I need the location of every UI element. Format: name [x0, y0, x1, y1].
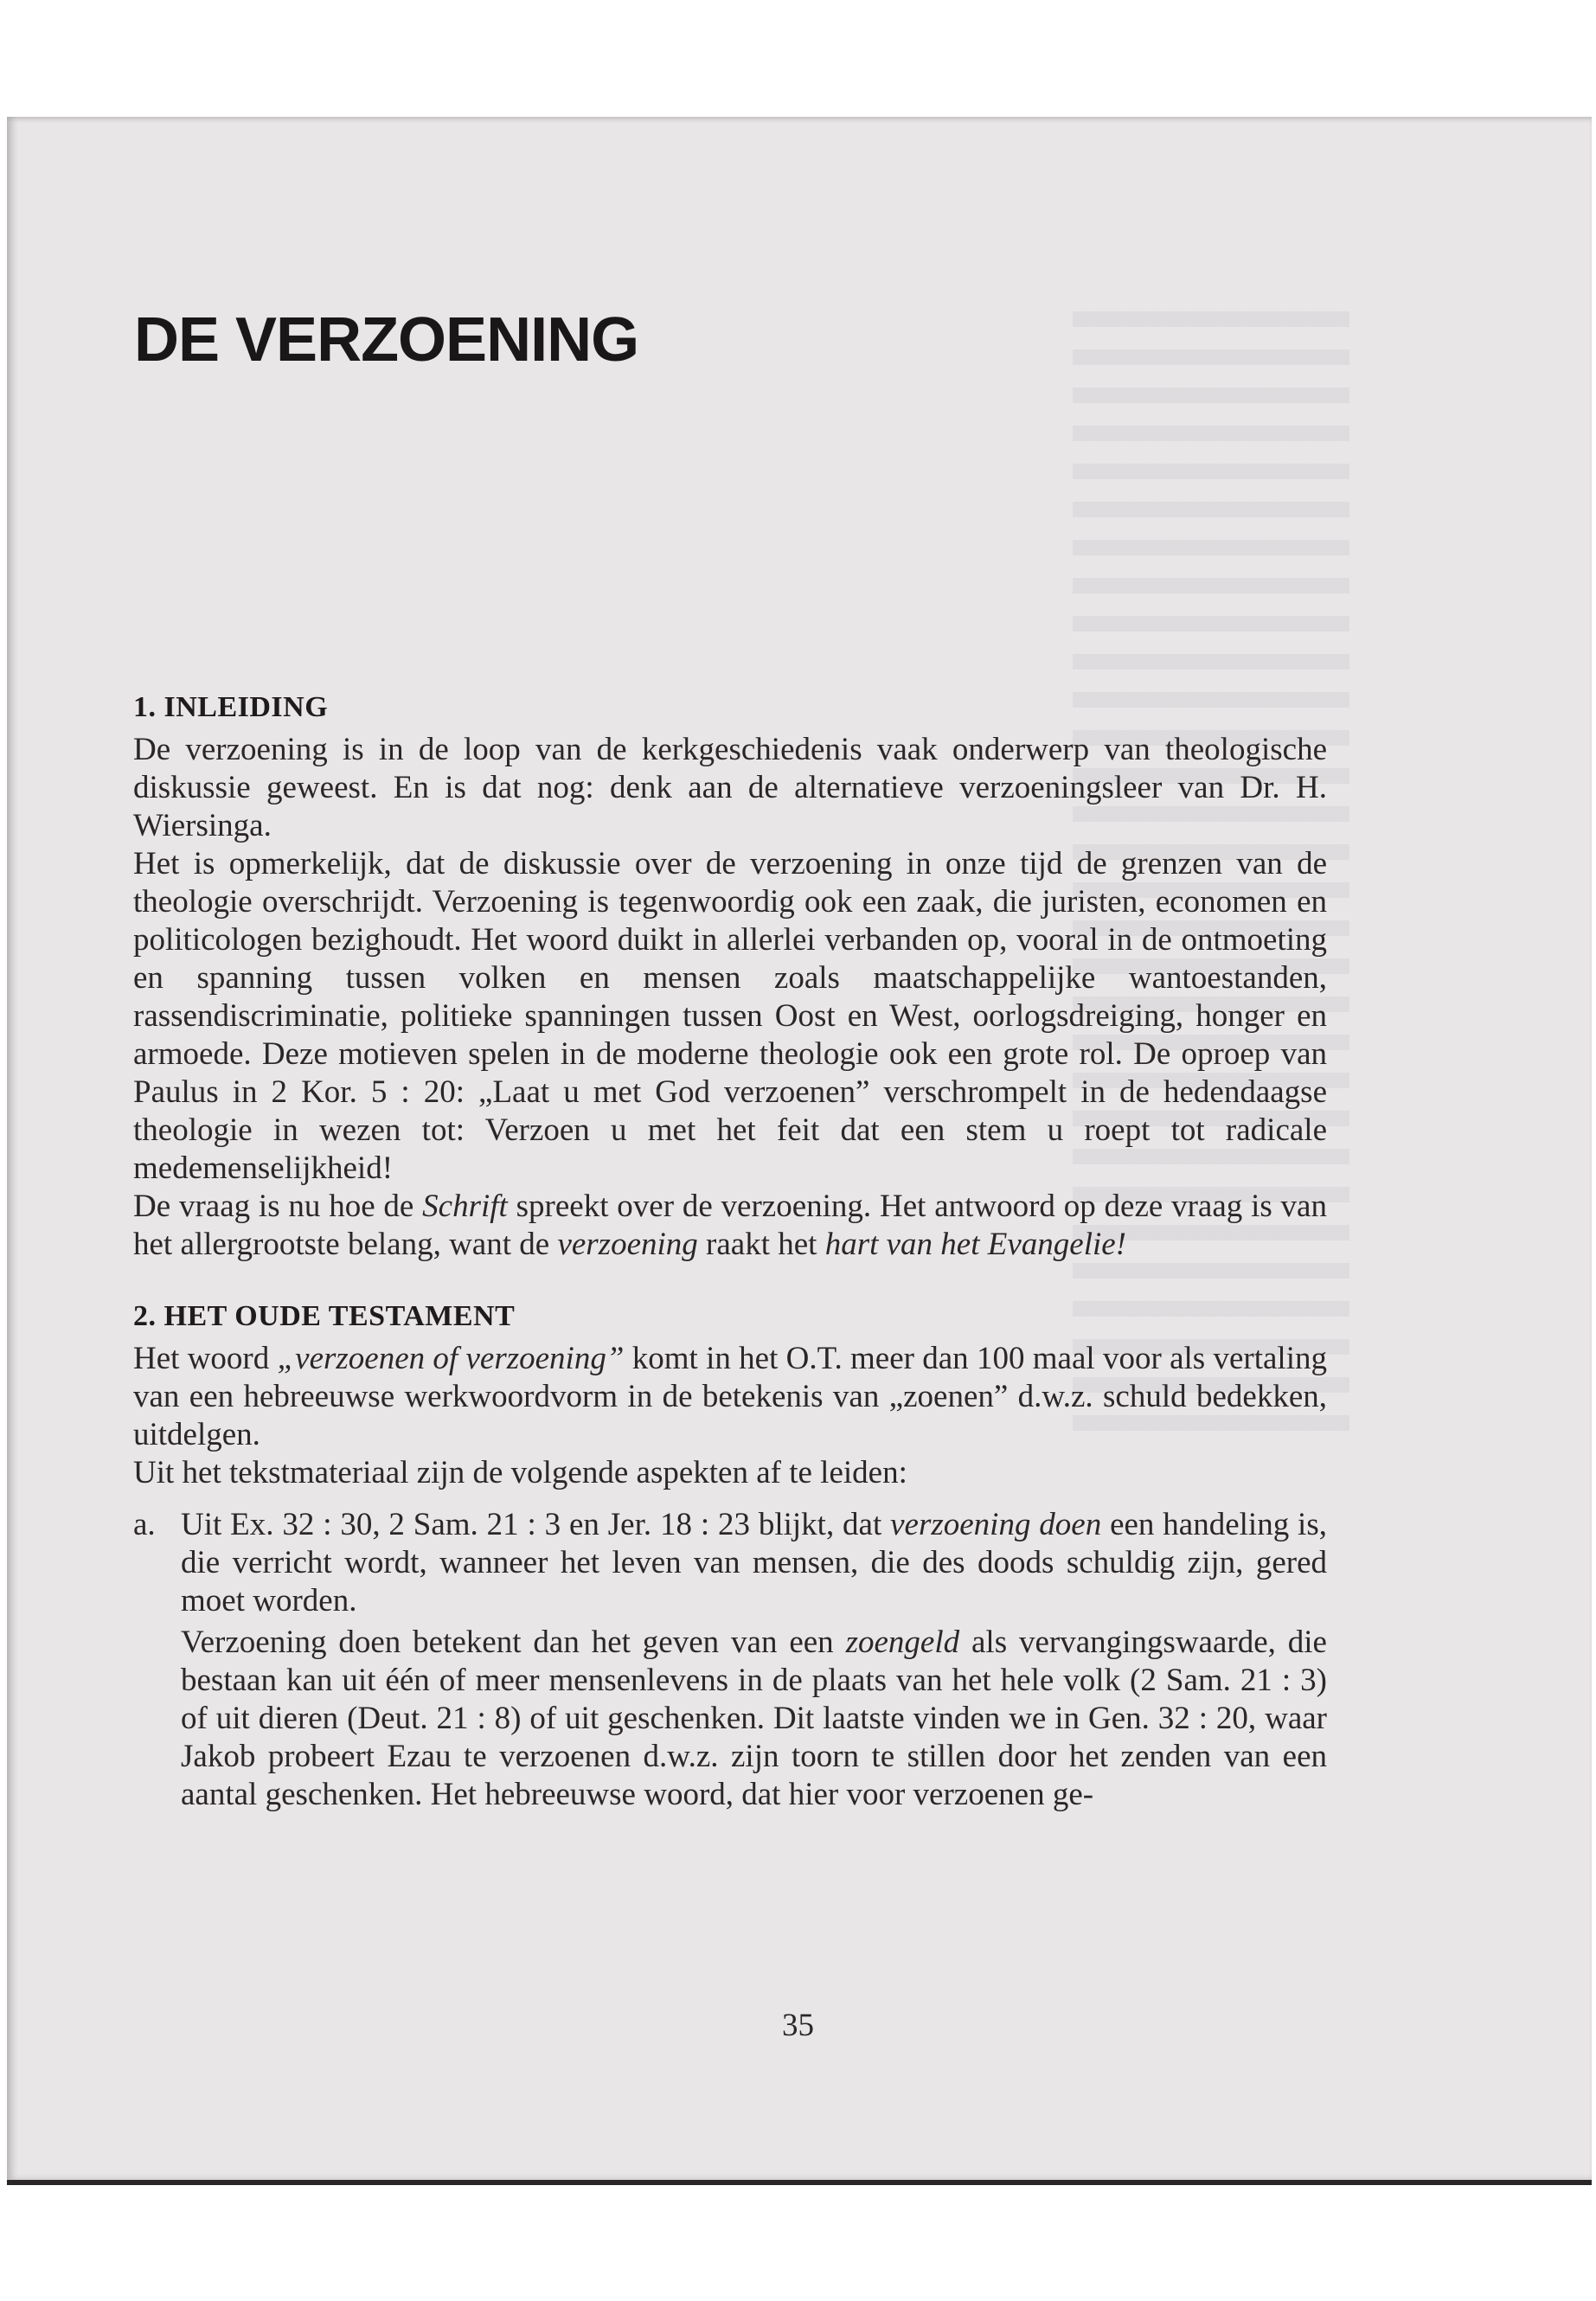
- emphasis-term: „verzoenen of verzoening”: [277, 1341, 625, 1376]
- paragraph: Verzoening doen betekent dan het geven van een zoengeld als vervangingswaarde, die bestaan kan uit één of meer mensenlevens in de plaats van het hele volk (2 Sam. 21 : 3) of uit dieren (Deut. 21 : 8) of uit geschenken. Dit laatste vinden we in Gen. 32 : 20, waar Jakob probeert Ezau te verzoenen d.w.z. zijn toorn te stillen door het zenden van een aantal geschenken. Het hebreeuwse woord, dat hier voor verzoenen ge-: [181, 1625, 1327, 1812]
- paragraph: De verzoening is in de loop van de kerkgeschiedenis vaak onderwerp van theologische diskussie geweest. En is dat nog: denk aan de alternatieve verzoeningsleer van Dr. H. Wiersinga.: [133, 732, 1327, 843]
- emphasis-schrift: Schrift: [422, 1189, 508, 1224]
- page-title: DE VERZOENING: [134, 305, 639, 375]
- scan-background: [0, 0, 1596, 117]
- section-heading-oude-testament: 2. HET OUDE TESTAMENT: [133, 1300, 516, 1332]
- list-marker: a.: [133, 1507, 156, 1542]
- paragraph-aspects: Uit het tekstmateriaal zijn de volgende aspekten af te leiden:: [133, 1455, 907, 1490]
- emphasis-verzoening-doen: verzoening doen: [890, 1507, 1102, 1542]
- emphasis-verzoening: verzoening: [557, 1227, 698, 1262]
- paragraph: Uit Ex. 32 : 30, 2 Sam. 21 : 3 en Jer. 18 : 23 blijkt, dat verzoening doen een handeling is, die verricht wordt, wanneer het leven van mensen, die des doods schuldig zijn, gered moet worden.: [181, 1507, 1327, 1618]
- emphasis-zoengeld: zoengeld: [845, 1625, 960, 1660]
- paragraph-closing: De vraag is nu hoe de Schrift spreekt over de verzoening. Het antwoord op deze vraag is van het allergrootste belang, want de verzoening raakt het hart van het Evangelie!: [133, 1189, 1327, 1262]
- paragraph: Het is opmerkelijk, dat de diskussie over de verzoening in onze tijd de grenzen van de theologie overschrijdt. Verzoening is tegenwoordig ook een zaak, die juristen, economen en politicologen bezighoudt. Het woord duikt in allerlei verbanden op, vooral in de ontmoeting en spanning tussen volken en mensen zoals maatschappelijke wantoestanden, rassendiscriminatie, politieke spanningen tussen Oost en West, oorlogsdreiging, honger en armoede. Deze motieven spelen in de moderne theologie ook een grote rol. De oproep van Paulus in 2 Kor. 5 : 20: „Laat u met God verzoenen” verschrompelt in de hedendaagse theologie in wezen tot: Verzoen u met het feit dat een stem u roept tot radicale medemenselijkheid!: [133, 846, 1327, 1186]
- list-item-a: [133, 1506, 1327, 1814]
- paragraph-intro: Het woord „verzoenen of verzoening” komt in het O.T. meer dan 100 maal voor als vertaling van een hebreeuwse werkwoordvorm in de betekenis van „zoenen” d.w.z. schuld bedekken, uitdelgen.: [133, 1341, 1327, 1452]
- section-heading-inleiding: 1. INLEIDING: [133, 691, 329, 723]
- main-text: [133, 688, 1327, 1814]
- list-body: [181, 1506, 1327, 1814]
- page-number: 35: [782, 2008, 814, 2043]
- page-bottom-edge: [7, 2180, 1592, 2185]
- emphasis-hart: hart van het Evangelie!: [824, 1227, 1127, 1262]
